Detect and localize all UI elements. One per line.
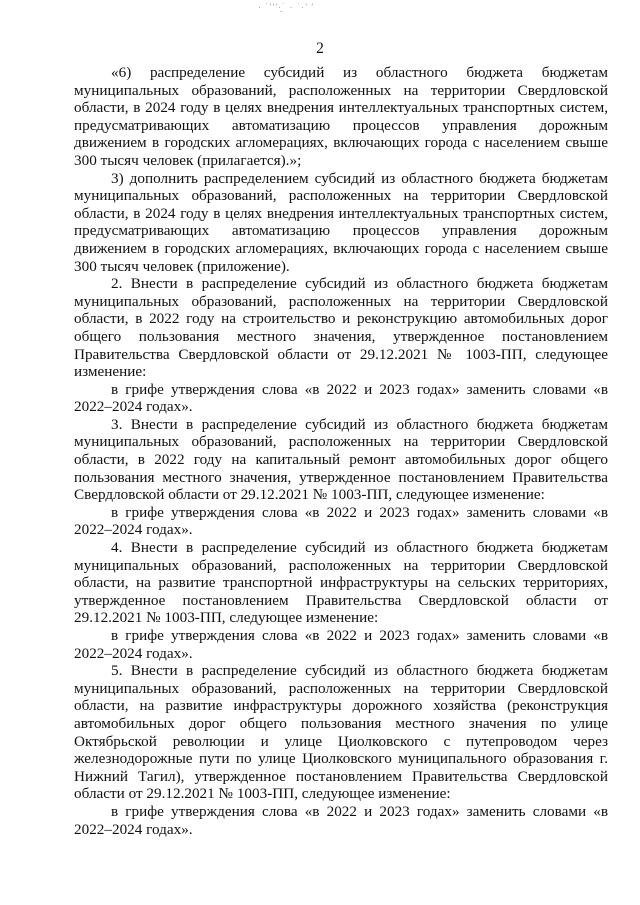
paragraph-section-4: 4. Внести в распределение субсидий из областного бюджета бюджетам муниципальных образований, расположенных на территории Свердловской области, на развитие транспортной инфраструктуры на сельских территориях, утвержденное постановлением Правительства Свердловской области от 29.12.2021 № 1003-ПП, следующее изменение: (74, 539, 608, 627)
paragraph-section-5: 5. Внести в распределение субсидий из областного бюджета бюджетам муниципальных образований, расположенных на территории Свердловской области, на развитие инфраструктуры дорожного хозяйства (реконструкция автомобильных дорог общего пользования местного значения по улице Октябрьской революции и улице Циолковского с путепроводом через железнодорожные пути по улице Циолковского муниципального образования г. Нижний Тагил), утвержденное постановлением Правительства Свердловской области от 29.12.2021 № 1003-ПП, следующее изменение: (74, 662, 608, 803)
scan-header-mark: · ˙’′’·̤˙ · ˙·’ ′ (258, 2, 315, 12)
paragraph-section-2: 2. Внести в распределение субсидий из областного бюджета бюджетам муниципальных образований, расположенных на территории Свердловской области, в 2022 году на строительство и реконструкцию автомобильных дорог общего пользования местного значения, утвержденное постановлением Правительства Свердловской области от 29.12.2021 № 1003-ПП, следующее изменение: (74, 275, 608, 381)
paragraph-section-5-change: в грифе утверждения слова «в 2022 и 2023 годах» заменить словами «в 2022–2024 годах». (74, 802, 608, 838)
page-number: 2 (316, 40, 324, 57)
paragraph-section-4-change: в грифе утверждения слова «в 2022 и 2023 годах» заменить словами «в 2022–2024 годах». (74, 627, 608, 662)
paragraph-section-3: 3. Внести в распределение субсидий из областного бюджета бюджетам муниципальных образований, расположенных на территории Свердловской области, в 2022 году на капитальный ремонт автомобильных дорог общего пользования местного значения, утвержденное постановлением Правительства Свердловской области от 29.12.2021 № 1003-ПП, следующее изменение: (74, 415, 608, 504)
document-body (74, 64, 608, 838)
paragraph-section-3-change: в грифе утверждения слова «в 2022 и 2023 годах» заменить словами «в 2022–2024 годах». (74, 503, 608, 539)
paragraph-item-3-supplement: 3) дополнить распределением субсидий из областного бюджета бюджетам муниципальных образований, расположенных на территории Свердловской области, в 2024 году в целях внедрения интеллектуальных транспортных систем, предусматривающих автоматизацию процессов управления дорожным движением в городских агломерациях, включающих города с населением свыше 300 тысяч человек (приложение). (74, 169, 608, 275)
paragraph-section-2-change: в грифе утверждения слова «в 2022 и 2023 годах» заменить словами «в 2022–2024 годах». (74, 380, 608, 416)
paragraph-item-6-distribution: «6) распределение субсидий из областного бюджета бюджетам муниципальных образований, расположенных на территории Свердловской области, в 2024 году в целях внедрения интеллектуальных транспортных систем, предусматривающих автоматизацию процессов управления дорожным движением в городских агломерациях, включающих города с населением свыше 300 тысяч человек (прилагается).»; (74, 64, 608, 169)
